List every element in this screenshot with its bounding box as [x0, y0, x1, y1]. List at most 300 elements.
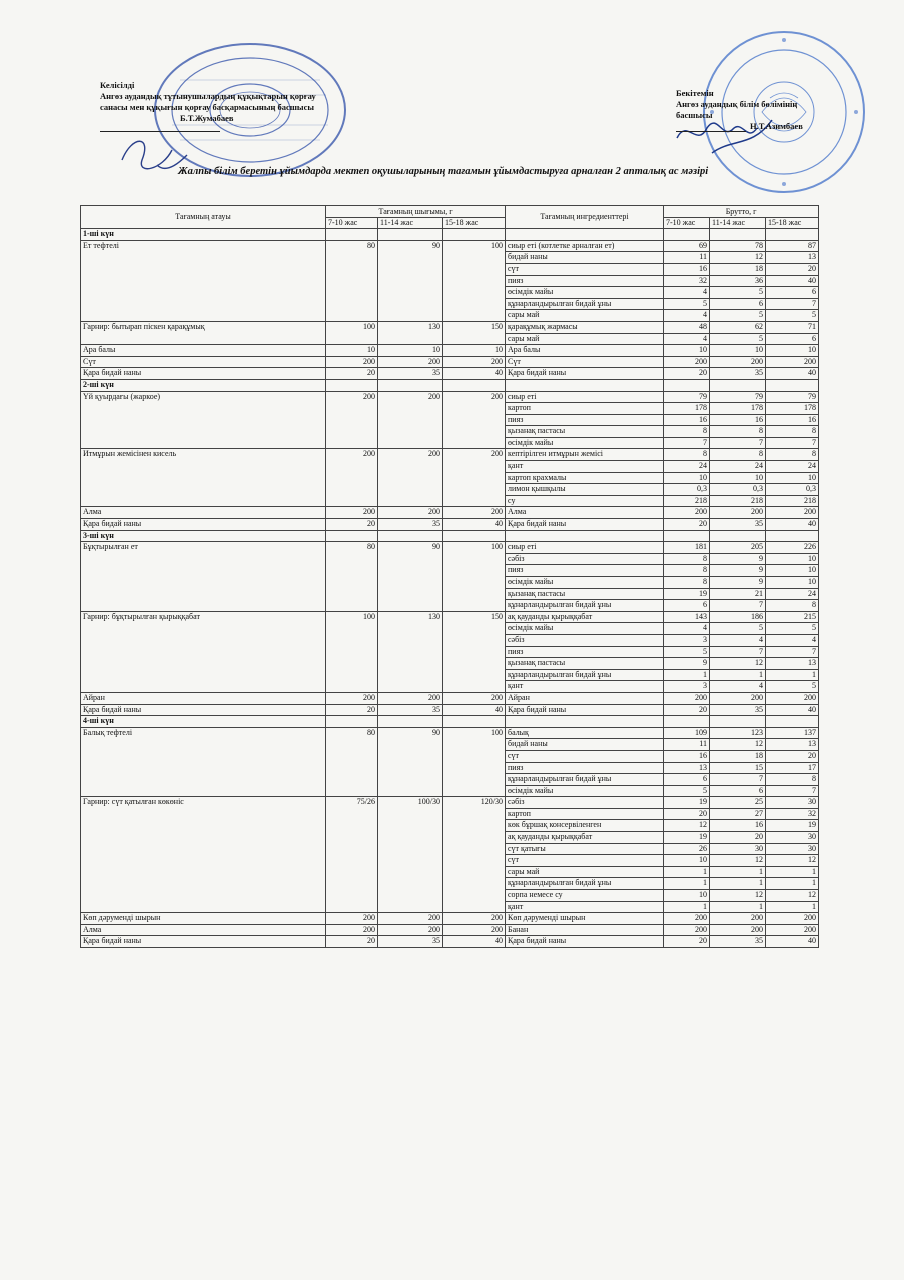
table-row — [81, 519, 819, 531]
header-output: Тағамның шығымы, г — [326, 206, 506, 218]
approval-left-signature-line — [100, 131, 220, 132]
gross-value: 79 — [766, 391, 819, 403]
gross-value: 30 — [766, 843, 819, 855]
ingredient-name: сүт — [506, 750, 664, 762]
gross-value: 5 — [710, 310, 766, 322]
gross-value: 16 — [664, 750, 710, 762]
gross-value: 3 — [664, 634, 710, 646]
gross-value: 7 — [766, 298, 819, 310]
header-gross-age: 11-14 жас — [710, 217, 766, 229]
ingredient-name: балық — [506, 727, 664, 739]
gross-value: 7 — [710, 437, 766, 449]
approval-right-block — [676, 88, 836, 132]
gross-value: 20 — [766, 750, 819, 762]
gross-value: 1 — [664, 901, 710, 913]
gross-value: 143 — [664, 611, 710, 623]
gross-value: 12 — [710, 658, 766, 670]
dish-output: 90 — [378, 542, 443, 612]
table-row — [81, 913, 819, 925]
ingredient-name: сары май — [506, 310, 664, 322]
gross-value: 1 — [766, 878, 819, 890]
table-row — [81, 924, 819, 936]
gross-value: 8 — [664, 577, 710, 589]
gross-value: 13 — [766, 658, 819, 670]
day-label: 2-ші күн — [81, 379, 326, 391]
ingredient-name: қызанақ пастасы — [506, 426, 664, 438]
gross-value: 218 — [710, 495, 766, 507]
dish-output: 20 — [326, 519, 378, 531]
gross-value: 10 — [766, 553, 819, 565]
dish-name: Гарнир: бытырап піскен қарақұмық — [81, 321, 326, 344]
gross-value: 20 — [710, 832, 766, 844]
gross-value: 6 — [710, 298, 766, 310]
gross-value: 25 — [710, 797, 766, 809]
dish-name: Қара бидай наны — [81, 519, 326, 531]
ingredient-name: Қара бидай наны — [506, 936, 664, 948]
dish-output: 200 — [326, 449, 378, 507]
gross-value: 20 — [664, 368, 710, 380]
gross-value: 6 — [664, 774, 710, 786]
day-row-empty-cell — [378, 530, 443, 542]
gross-value: 40 — [766, 368, 819, 380]
dish-output: 200 — [326, 356, 378, 368]
gross-value: 5 — [664, 646, 710, 658]
menu-table — [80, 205, 819, 948]
gross-value: 8 — [710, 449, 766, 461]
gross-value: 7 — [710, 600, 766, 612]
ingredient-name: қант — [506, 901, 664, 913]
gross-value: 218 — [766, 495, 819, 507]
gross-value: 24 — [766, 588, 819, 600]
approval-left-line3: санасы мен құқығын қорғау басқармасының басшысы — [100, 102, 314, 112]
day-row-empty-cell — [664, 716, 710, 728]
gross-value: 200 — [664, 924, 710, 936]
table-row — [81, 727, 819, 739]
gross-value: 12 — [664, 820, 710, 832]
ingredient-name: өсімдік майы — [506, 785, 664, 797]
header-ingredients: Тағамның ингредиенттері — [506, 206, 664, 229]
header-gross-age: 15-18 жас — [766, 217, 819, 229]
gross-value: 178 — [766, 403, 819, 415]
dish-output: 130 — [378, 321, 443, 344]
gross-value: 9 — [664, 658, 710, 670]
gross-value: 12 — [766, 890, 819, 902]
gross-value: 226 — [766, 542, 819, 554]
gross-value: 13 — [766, 252, 819, 264]
table-row — [81, 507, 819, 519]
ingredient-name: қызанақ пастасы — [506, 588, 664, 600]
gross-value: 19 — [664, 797, 710, 809]
gross-value: 200 — [710, 692, 766, 704]
dish-name: Алма — [81, 924, 326, 936]
dish-output: 10 — [378, 345, 443, 357]
gross-value: 5 — [710, 333, 766, 345]
gross-value: 8 — [664, 553, 710, 565]
gross-value: 9 — [710, 553, 766, 565]
dish-name: Ара балы — [81, 345, 326, 357]
gross-value: 178 — [710, 403, 766, 415]
ingredient-name: сәбіз — [506, 553, 664, 565]
gross-value: 137 — [766, 727, 819, 739]
approval-right-line1: Бекітемін — [676, 88, 714, 98]
ingredient-name: сиыр еті — [506, 391, 664, 403]
day-row-empty-cell — [766, 716, 819, 728]
gross-value: 5 — [766, 623, 819, 635]
gross-value: 6 — [710, 785, 766, 797]
gross-value: 79 — [710, 391, 766, 403]
gross-value: 71 — [766, 321, 819, 333]
day-row-empty-cell — [443, 716, 506, 728]
dish-output: 20 — [326, 368, 378, 380]
day-header-row — [81, 379, 819, 391]
ingredient-name: Сүт — [506, 356, 664, 368]
gross-value: 7 — [766, 646, 819, 658]
day-row-empty-cell — [326, 379, 378, 391]
dish-output: 120/30 — [443, 797, 506, 913]
ingredient-name: Қара бидай наны — [506, 519, 664, 531]
table-row — [81, 356, 819, 368]
gross-value: 8 — [710, 426, 766, 438]
gross-value: 48 — [664, 321, 710, 333]
day-row-empty-cell — [710, 530, 766, 542]
gross-value: 69 — [664, 240, 710, 252]
gross-value: 30 — [766, 832, 819, 844]
gross-value: 5 — [710, 623, 766, 635]
day-row-empty-cell — [710, 379, 766, 391]
ingredient-name: картоп — [506, 403, 664, 415]
day-row-empty-cell — [506, 229, 664, 241]
day-row-empty-cell — [378, 229, 443, 241]
gross-value: 16 — [710, 820, 766, 832]
dish-output: 20 — [326, 704, 378, 716]
dish-output: 150 — [443, 611, 506, 692]
table-row — [81, 704, 819, 716]
ingredient-name: су — [506, 495, 664, 507]
gross-value: 20 — [664, 519, 710, 531]
gross-value: 17 — [766, 762, 819, 774]
gross-value: 30 — [766, 797, 819, 809]
ingredient-name: Алма — [506, 507, 664, 519]
gross-value: 9 — [710, 565, 766, 577]
gross-value: 200 — [710, 507, 766, 519]
gross-value: 79 — [664, 391, 710, 403]
dish-output: 80 — [326, 240, 378, 321]
day-row-empty-cell — [664, 530, 710, 542]
ingredient-name: сары май — [506, 333, 664, 345]
gross-value: 6 — [766, 333, 819, 345]
table-row — [81, 240, 819, 252]
gross-value: 62 — [710, 321, 766, 333]
dish-output: 35 — [378, 519, 443, 531]
gross-value: 4 — [664, 287, 710, 299]
gross-value: 10 — [710, 472, 766, 484]
dish-output: 100 — [326, 321, 378, 344]
gross-value: 20 — [664, 936, 710, 948]
ingredient-name: қант — [506, 461, 664, 473]
dish-output: 200 — [378, 391, 443, 449]
gross-value: 200 — [766, 507, 819, 519]
gross-value: 8 — [664, 449, 710, 461]
dish-name: Ет тефтелі — [81, 240, 326, 321]
gross-value: 11 — [664, 739, 710, 751]
dish-output: 200 — [326, 391, 378, 449]
gross-value: 200 — [766, 924, 819, 936]
dish-output: 200 — [326, 507, 378, 519]
gross-value: 178 — [664, 403, 710, 415]
dish-output: 10 — [443, 345, 506, 357]
dish-output: 200 — [326, 692, 378, 704]
gross-value: 8 — [766, 449, 819, 461]
gross-value: 1 — [664, 866, 710, 878]
ingredient-name: өсімдік майы — [506, 437, 664, 449]
dish-output: 200 — [378, 356, 443, 368]
gross-value: 200 — [710, 924, 766, 936]
approval-left-block — [100, 80, 360, 135]
ingredient-name: бидай наны — [506, 739, 664, 751]
gross-value: 40 — [766, 936, 819, 948]
day-row-empty-cell — [766, 530, 819, 542]
gross-value: 12 — [710, 252, 766, 264]
header-gross-age: 7-10 жас — [664, 217, 710, 229]
gross-value: 8 — [664, 565, 710, 577]
day-row-empty-cell — [326, 716, 378, 728]
dish-output: 150 — [443, 321, 506, 344]
ingredient-name: қарақұмық жармасы — [506, 321, 664, 333]
dish-output: 200 — [443, 692, 506, 704]
dish-name: Қара бидай наны — [81, 936, 326, 948]
ingredient-name: картоп — [506, 808, 664, 820]
ingredient-name: пияз — [506, 565, 664, 577]
gross-value: 36 — [710, 275, 766, 287]
gross-value: 7 — [766, 785, 819, 797]
day-row-empty-cell — [664, 379, 710, 391]
day-header-row — [81, 530, 819, 542]
gross-value: 78 — [710, 240, 766, 252]
gross-value: 12 — [710, 739, 766, 751]
dish-output: 80 — [326, 727, 378, 797]
dish-output: 40 — [443, 368, 506, 380]
gross-value: 109 — [664, 727, 710, 739]
dish-output: 200 — [443, 924, 506, 936]
day-row-empty-cell — [326, 530, 378, 542]
gross-value: 6 — [766, 287, 819, 299]
dish-output: 100/30 — [378, 797, 443, 913]
gross-value: 8 — [664, 426, 710, 438]
ingredient-name: құнарландырылған бидай ұны — [506, 878, 664, 890]
gross-value: 1 — [664, 669, 710, 681]
dish-output: 75/26 — [326, 797, 378, 913]
approval-right-signature-line — [676, 122, 746, 132]
ingredient-name: сиыр еті — [506, 542, 664, 554]
gross-value: 24 — [710, 461, 766, 473]
ingredient-name: өсімдік майы — [506, 623, 664, 635]
day-row-empty-cell — [326, 229, 378, 241]
gross-value: 10 — [664, 472, 710, 484]
dish-name: Балық тефтелі — [81, 727, 326, 797]
gross-value: 30 — [710, 843, 766, 855]
gross-value: 16 — [766, 414, 819, 426]
gross-value: 18 — [710, 263, 766, 275]
dish-output: 40 — [443, 704, 506, 716]
ingredient-name: сәбіз — [506, 797, 664, 809]
gross-value: 26 — [664, 843, 710, 855]
ingredient-name: өсімдік майы — [506, 287, 664, 299]
gross-value: 200 — [710, 913, 766, 925]
dish-output: 35 — [378, 936, 443, 948]
gross-value: 5 — [664, 785, 710, 797]
approval-left-line1: Келісілді — [100, 80, 135, 90]
dish-name: Сүт — [81, 356, 326, 368]
gross-value: 205 — [710, 542, 766, 554]
gross-value: 4 — [766, 634, 819, 646]
dish-output: 80 — [326, 542, 378, 612]
ingredient-name: Қара бидай наны — [506, 368, 664, 380]
gross-value: 18 — [710, 750, 766, 762]
gross-value: 186 — [710, 611, 766, 623]
gross-value: 8 — [766, 774, 819, 786]
gross-value: 0,3 — [664, 484, 710, 496]
gross-value: 5 — [664, 298, 710, 310]
gross-value: 200 — [766, 692, 819, 704]
dish-name: Гарнир: сүт қатылған көкөніс — [81, 797, 326, 913]
gross-value: 5 — [766, 310, 819, 322]
header-gross: Брутто, г — [664, 206, 819, 218]
gross-value: 21 — [710, 588, 766, 600]
gross-value: 16 — [710, 414, 766, 426]
gross-value: 181 — [664, 542, 710, 554]
gross-value: 4 — [664, 310, 710, 322]
gross-value: 12 — [710, 890, 766, 902]
day-row-empty-cell — [443, 530, 506, 542]
gross-value: 200 — [664, 913, 710, 925]
day-row-empty-cell — [766, 229, 819, 241]
approval-right-line2: Ангөз аудандық білім бөлімінің — [676, 99, 798, 109]
gross-value: 4 — [664, 333, 710, 345]
ingredient-name: пияз — [506, 275, 664, 287]
dish-output: 100 — [443, 240, 506, 321]
gross-value: 1 — [710, 901, 766, 913]
ingredient-name: сүт қатығы — [506, 843, 664, 855]
ingredient-name: сүт — [506, 263, 664, 275]
table-row — [81, 368, 819, 380]
gross-value: 35 — [710, 368, 766, 380]
ingredient-name: пияз — [506, 762, 664, 774]
dish-output: 200 — [326, 924, 378, 936]
gross-value: 20 — [664, 704, 710, 716]
table-row — [81, 936, 819, 948]
gross-value: 10 — [766, 577, 819, 589]
gross-value: 5 — [766, 681, 819, 693]
page-title: Жалпы білім беретін ұйымдарда мектеп оқушыларының тағамын ұйымдастыруға арналған 2 апталық ас мәзірі — [178, 166, 709, 177]
day-label: 1-ші күн — [81, 229, 326, 241]
dish-output: 200 — [378, 913, 443, 925]
dish-output: 200 — [443, 391, 506, 449]
day-row-empty-cell — [378, 379, 443, 391]
gross-value: 24 — [766, 461, 819, 473]
dish-name: Алма — [81, 507, 326, 519]
ingredient-name: Ара балы — [506, 345, 664, 357]
gross-value: 40 — [766, 704, 819, 716]
gross-value: 1 — [766, 866, 819, 878]
ingredient-name: Айран — [506, 692, 664, 704]
gross-value: 1 — [766, 901, 819, 913]
dish-output: 40 — [443, 936, 506, 948]
dish-output: 90 — [378, 727, 443, 797]
gross-value: 16 — [664, 414, 710, 426]
gross-value: 13 — [766, 739, 819, 751]
ingredient-name: Қара бидай наны — [506, 704, 664, 716]
dish-name: Итмұрын жемісінен кисель — [81, 449, 326, 507]
day-header-row — [81, 716, 819, 728]
table-row — [81, 611, 819, 623]
gross-value: 27 — [710, 808, 766, 820]
ingredient-name: ақ қауданды қырыққабат — [506, 611, 664, 623]
header-output-age: 7-10 жас — [326, 217, 378, 229]
dish-name: Қара бидай наны — [81, 368, 326, 380]
dish-output: 100 — [443, 542, 506, 612]
dish-output: 35 — [378, 368, 443, 380]
gross-value: 19 — [664, 832, 710, 844]
dish-name: Үй қуырдағы (жаркое) — [81, 391, 326, 449]
gross-value: 19 — [664, 588, 710, 600]
ingredient-name: құнарландырылған бидай ұны — [506, 774, 664, 786]
dish-name: Айран — [81, 692, 326, 704]
gross-value: 35 — [710, 519, 766, 531]
table-row — [81, 391, 819, 403]
dish-output: 200 — [443, 449, 506, 507]
gross-value: 200 — [664, 356, 710, 368]
table-row — [81, 345, 819, 357]
header-output-age: 15-18 жас — [443, 217, 506, 229]
ingredient-name: өсімдік майы — [506, 577, 664, 589]
dish-output: 90 — [378, 240, 443, 321]
dish-output: 200 — [378, 449, 443, 507]
gross-value: 10 — [766, 345, 819, 357]
gross-value: 10 — [766, 472, 819, 484]
gross-value: 6 — [664, 600, 710, 612]
gross-value: 35 — [710, 704, 766, 716]
gross-value: 10 — [664, 890, 710, 902]
gross-value: 5 — [710, 287, 766, 299]
gross-value: 8 — [766, 600, 819, 612]
gross-value: 1 — [766, 669, 819, 681]
gross-value: 1 — [710, 866, 766, 878]
dish-output: 200 — [326, 913, 378, 925]
gross-value: 4 — [664, 623, 710, 635]
gross-value: 40 — [766, 519, 819, 531]
ingredient-name: қант — [506, 681, 664, 693]
gross-value: 10 — [664, 345, 710, 357]
ingredient-name: картоп крахмалы — [506, 472, 664, 484]
gross-value: 12 — [710, 855, 766, 867]
header-dish: Тағамның атауы — [81, 206, 326, 229]
dish-name: Көп дәруменді шырын — [81, 913, 326, 925]
dish-name: Гарнир: бұқтырылған қырыққабат — [81, 611, 326, 692]
gross-value: 1 — [710, 669, 766, 681]
gross-value: 7 — [710, 774, 766, 786]
menu-table-body — [81, 229, 819, 948]
gross-value: 32 — [766, 808, 819, 820]
day-row-empty-cell — [378, 716, 443, 728]
gross-value: 24 — [664, 461, 710, 473]
gross-value: 7 — [766, 437, 819, 449]
gross-value: 11 — [664, 252, 710, 264]
gross-value: 10 — [664, 855, 710, 867]
dish-output: 35 — [378, 704, 443, 716]
gross-value: 4 — [710, 634, 766, 646]
gross-value: 15 — [710, 762, 766, 774]
ingredient-name: сары май — [506, 866, 664, 878]
